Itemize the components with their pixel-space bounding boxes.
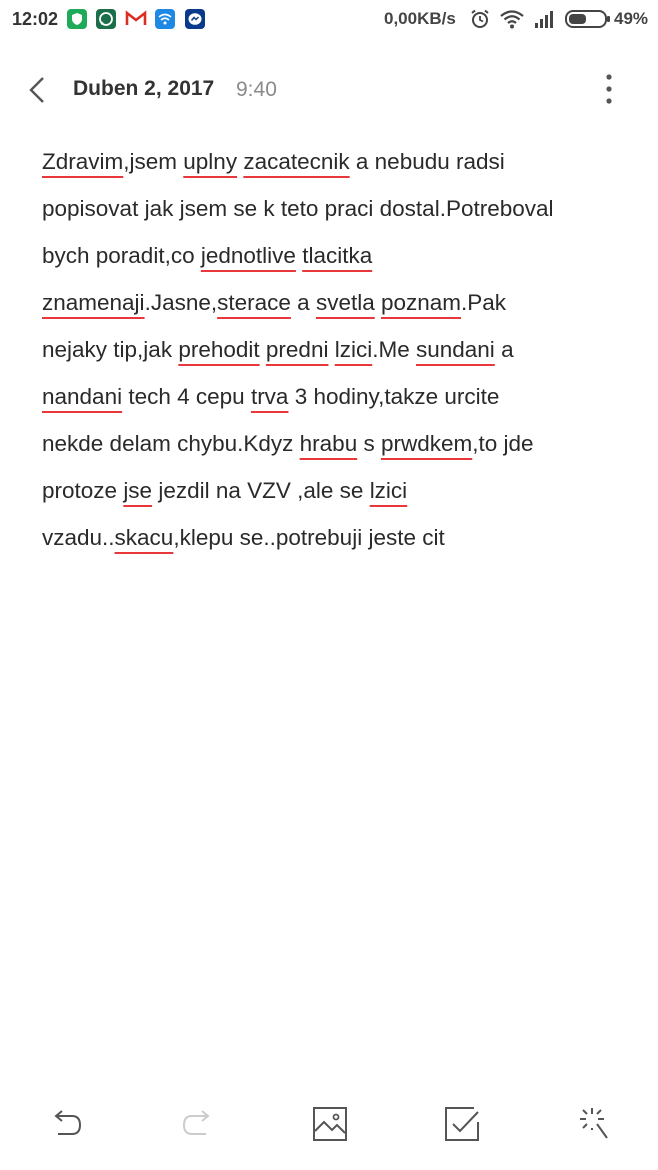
note-text: .Jasne,	[144, 290, 218, 315]
note-line	[42, 326, 622, 373]
chevron-left-icon	[20, 72, 56, 108]
misspelled-word: jse	[123, 478, 153, 503]
misspelled-word: svetla	[315, 290, 375, 315]
note-header	[0, 60, 658, 118]
note-line	[42, 467, 622, 514]
note-line	[42, 185, 622, 232]
misspelled-word: znamenaji	[42, 290, 145, 315]
misspelled-word: trva	[250, 384, 289, 409]
note-line	[42, 279, 622, 326]
misspelled-word: uplny	[183, 149, 238, 174]
misspelled-word: sundani	[415, 337, 495, 362]
status-time: 12:02	[12, 9, 59, 29]
note-text: 3 hodiny,takze urcite	[288, 384, 500, 409]
note-text: .Me	[372, 337, 416, 362]
network-speed: 0,00KB/s	[384, 9, 456, 28]
note-line	[42, 138, 622, 185]
note-text: a	[494, 337, 514, 362]
misspelled-word: jednotlive	[200, 243, 296, 268]
messenger-icon	[185, 9, 205, 29]
undo-button[interactable]	[46, 1104, 86, 1144]
note-text: bych poradit,co	[42, 243, 201, 268]
misspelled-word: predni	[265, 337, 329, 362]
misspelled-word: skacu	[114, 525, 174, 550]
misspelled-word: sterace	[217, 290, 291, 315]
note-text: tech 4 cepu	[122, 384, 251, 409]
misspelled-word: lzici	[334, 337, 373, 362]
more-vert-icon	[596, 72, 622, 106]
checkbox-icon	[442, 1104, 482, 1144]
note-text: vzadu..	[42, 525, 115, 550]
misspelled-word: prwdkem	[380, 431, 473, 456]
redo-button[interactable]	[178, 1104, 218, 1144]
image-icon	[310, 1104, 350, 1144]
misspelled-word: nandani	[42, 384, 123, 409]
note-text: jezdil na VZV ,ale se	[152, 478, 370, 503]
misspelled-word: tlacitka	[302, 243, 373, 268]
checklist-button[interactable]	[442, 1104, 482, 1144]
shield-icon	[67, 9, 87, 29]
note-time: 9:40	[236, 78, 277, 101]
note-body-editor[interactable]	[42, 138, 622, 561]
note-line	[42, 420, 622, 467]
undo-icon	[46, 1104, 86, 1144]
redo-icon	[178, 1104, 218, 1144]
magic-button[interactable]	[572, 1104, 612, 1144]
battery-percent: 49%	[614, 9, 649, 28]
note-text: s	[357, 431, 381, 456]
gmail-icon	[125, 9, 145, 29]
wifi-icon	[499, 8, 525, 35]
note-text: .Pak	[461, 290, 507, 315]
battery-icon	[565, 9, 611, 34]
misspelled-word: Zdravim	[42, 149, 124, 174]
misspelled-word: hrabu	[299, 431, 358, 456]
note-text: a	[290, 290, 316, 315]
note-line	[42, 373, 622, 420]
misspelled-word: lzici	[369, 478, 408, 503]
note-text: nekde delam chybu.Kdyz	[42, 431, 300, 456]
alarm-icon	[469, 8, 491, 35]
signal-icon	[533, 8, 557, 35]
note-text: nejaky tip,jak	[42, 337, 179, 362]
whatsapp-icon	[96, 9, 116, 29]
note-text: protoze	[42, 478, 124, 503]
note-line	[42, 514, 622, 561]
sparkle-icon	[572, 1104, 612, 1144]
note-text: popisovat jak jsem se k teto praci dostal.Potreboval	[42, 196, 554, 221]
wifi-app-icon	[155, 9, 175, 29]
note-text: a nebudu radsi	[349, 149, 505, 174]
note-text: ,to jde	[472, 431, 534, 456]
misspelled-word: prehodit	[178, 337, 260, 362]
insert-image-button[interactable]	[310, 1104, 350, 1144]
back-button[interactable]	[20, 72, 56, 108]
misspelled-word: poznam	[380, 290, 462, 315]
note-date: Duben 2, 2017	[73, 77, 215, 100]
note-text: ,jsem	[123, 149, 184, 174]
bottom-toolbar	[0, 1098, 658, 1154]
note-line	[42, 232, 622, 279]
status-bar	[0, 0, 658, 38]
more-options-button[interactable]	[596, 72, 622, 106]
note-text: ,klepu se..potrebuji jeste cit	[173, 525, 445, 550]
misspelled-word: zacatecnik	[243, 149, 350, 174]
